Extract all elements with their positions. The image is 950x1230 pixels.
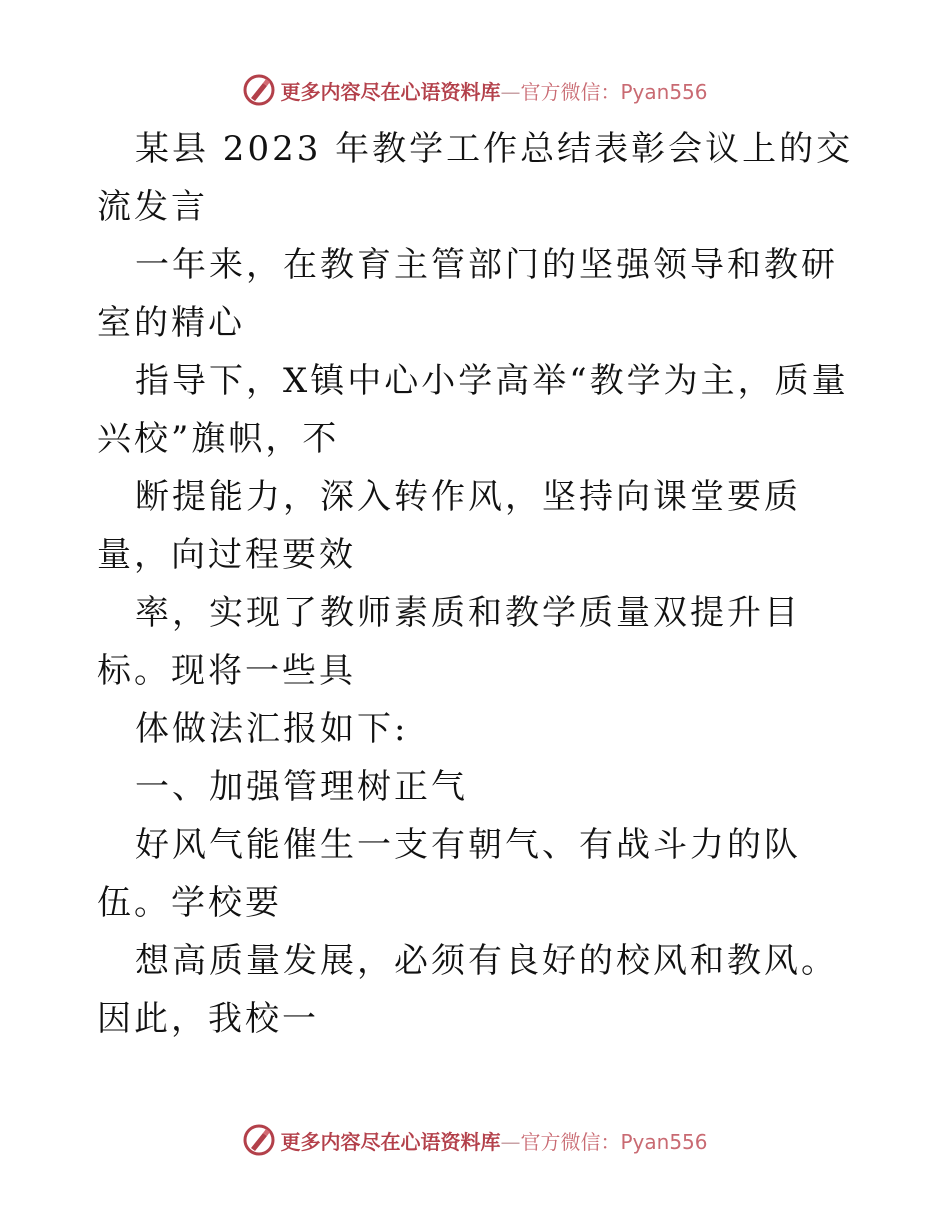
paragraph-line: 断提能力，深入转作风，坚持向课堂要质量，向过程要效 <box>97 477 801 575</box>
document-body <box>97 120 857 1048</box>
paragraph-line: 想高质量发展，必须有良好的校风和教风。因此，我校一 <box>97 941 838 1039</box>
watermark-dash: — <box>500 1129 521 1154</box>
watermark-wechat-label: 官方微信： <box>520 79 621 104</box>
document-title: 某县 2023 年教学工作总结表彰会议上的交流发言 <box>97 129 854 227</box>
paragraph-line: 率，实现了教师素质和教学质量双提升目标。现将一些具 <box>97 593 801 691</box>
header-watermark <box>0 70 950 110</box>
pen-logo-icon <box>242 1123 276 1157</box>
paragraph-line: 指导下，X镇中心小学高举“教学为主，质量兴校”旗帜，不 <box>97 361 849 459</box>
watermark-text <box>280 1126 707 1155</box>
watermark-slogan: 更多内容尽在心语资料库 <box>280 1129 501 1154</box>
watermark-text <box>280 76 707 105</box>
pen-logo-icon <box>242 73 276 107</box>
footer-watermark <box>0 1120 950 1160</box>
watermark-wechat-label: 官方微信： <box>520 1129 621 1154</box>
paragraph-line: 一年来，在教育主管部门的坚强领导和教研室的精心 <box>97 245 838 343</box>
watermark-dash: — <box>500 79 521 104</box>
watermark-wechat-id: Pyan556 <box>620 1129 708 1154</box>
watermark-wechat-id: Pyan556 <box>620 79 708 104</box>
paragraph-line: 体做法汇报如下: <box>135 709 409 749</box>
paragraph-line: 好风气能催生一支有朝气、有战斗力的队伍。学校要 <box>97 825 801 923</box>
section-heading: 一、加强管理树正气 <box>135 767 468 807</box>
watermark-slogan: 更多内容尽在心语资料库 <box>280 79 501 104</box>
